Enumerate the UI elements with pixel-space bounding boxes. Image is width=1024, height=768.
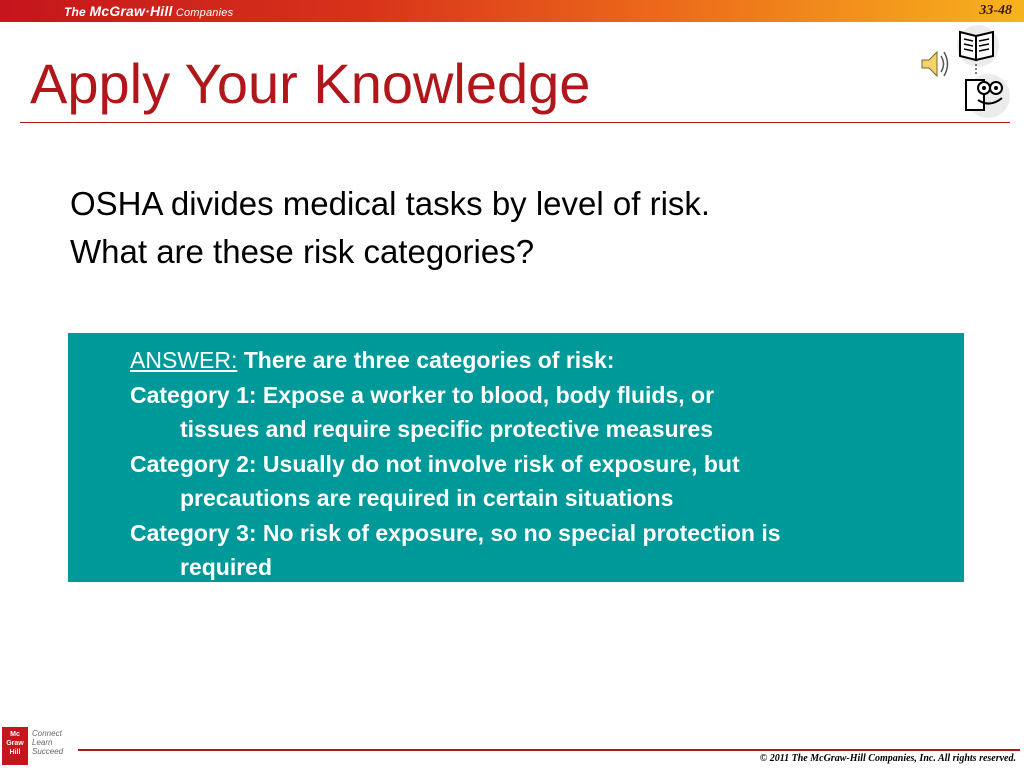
- top-banner: [0, 0, 1024, 22]
- category-3-line-1: Category 3: No risk of exposure, so no special protection is: [130, 519, 781, 546]
- title-divider: [20, 122, 1010, 123]
- logo-line-3: Hill: [9, 749, 21, 756]
- logo-line-1: Mc: [10, 731, 20, 738]
- book-icon: [957, 25, 999, 67]
- logo-tagline: [32, 729, 63, 756]
- mcgraw-hill-logo: [2, 727, 28, 765]
- brand-name: McGraw·Hill: [89, 3, 173, 19]
- category-2-line-2: precautions are required in certain situations: [180, 485, 674, 511]
- brand-suffix: Companies: [172, 7, 234, 19]
- icon-group: [918, 24, 1018, 120]
- slide-title: Apply Your Knowledge: [30, 52, 591, 115]
- category-2-line-1: Category 2: Usually do not involve risk of exposure, but: [130, 450, 740, 477]
- category-1-line-1: Category 1: Expose a worker to blood, body fluids, or: [130, 381, 715, 408]
- logo-line-2: Graw: [6, 740, 24, 747]
- question-line-2: What are these risk categories?: [70, 233, 535, 270]
- slide-number: 33-48: [979, 3, 1012, 18]
- answer-intro: [130, 343, 950, 378]
- question-line-1: OSHA divides medical tasks by level of risk.: [70, 185, 711, 222]
- answer-label: ANSWER:: [130, 347, 238, 373]
- tagline-succeed: Succeed: [32, 747, 64, 756]
- copyright-notice: © 2011 The McGraw-Hill Companies, Inc. All rights reserved.: [759, 753, 1016, 764]
- reader-icon: [966, 74, 1010, 118]
- answer-box: [68, 333, 964, 582]
- footer-divider: [78, 749, 1020, 751]
- tagline-learn: Learn: [32, 738, 53, 747]
- tagline-connect: Connect: [32, 729, 62, 738]
- brand-logo: [64, 3, 233, 19]
- category-1-line-2: tissues and require specific protective measures: [180, 416, 714, 442]
- speaker-icon[interactable]: [922, 52, 948, 76]
- category-3-line-2: required: [180, 554, 273, 580]
- brand-the: The: [64, 5, 90, 19]
- question-text: [70, 180, 890, 276]
- answer-intro-text: There are three categories of risk:: [237, 347, 615, 373]
- answer-text: [130, 343, 950, 585]
